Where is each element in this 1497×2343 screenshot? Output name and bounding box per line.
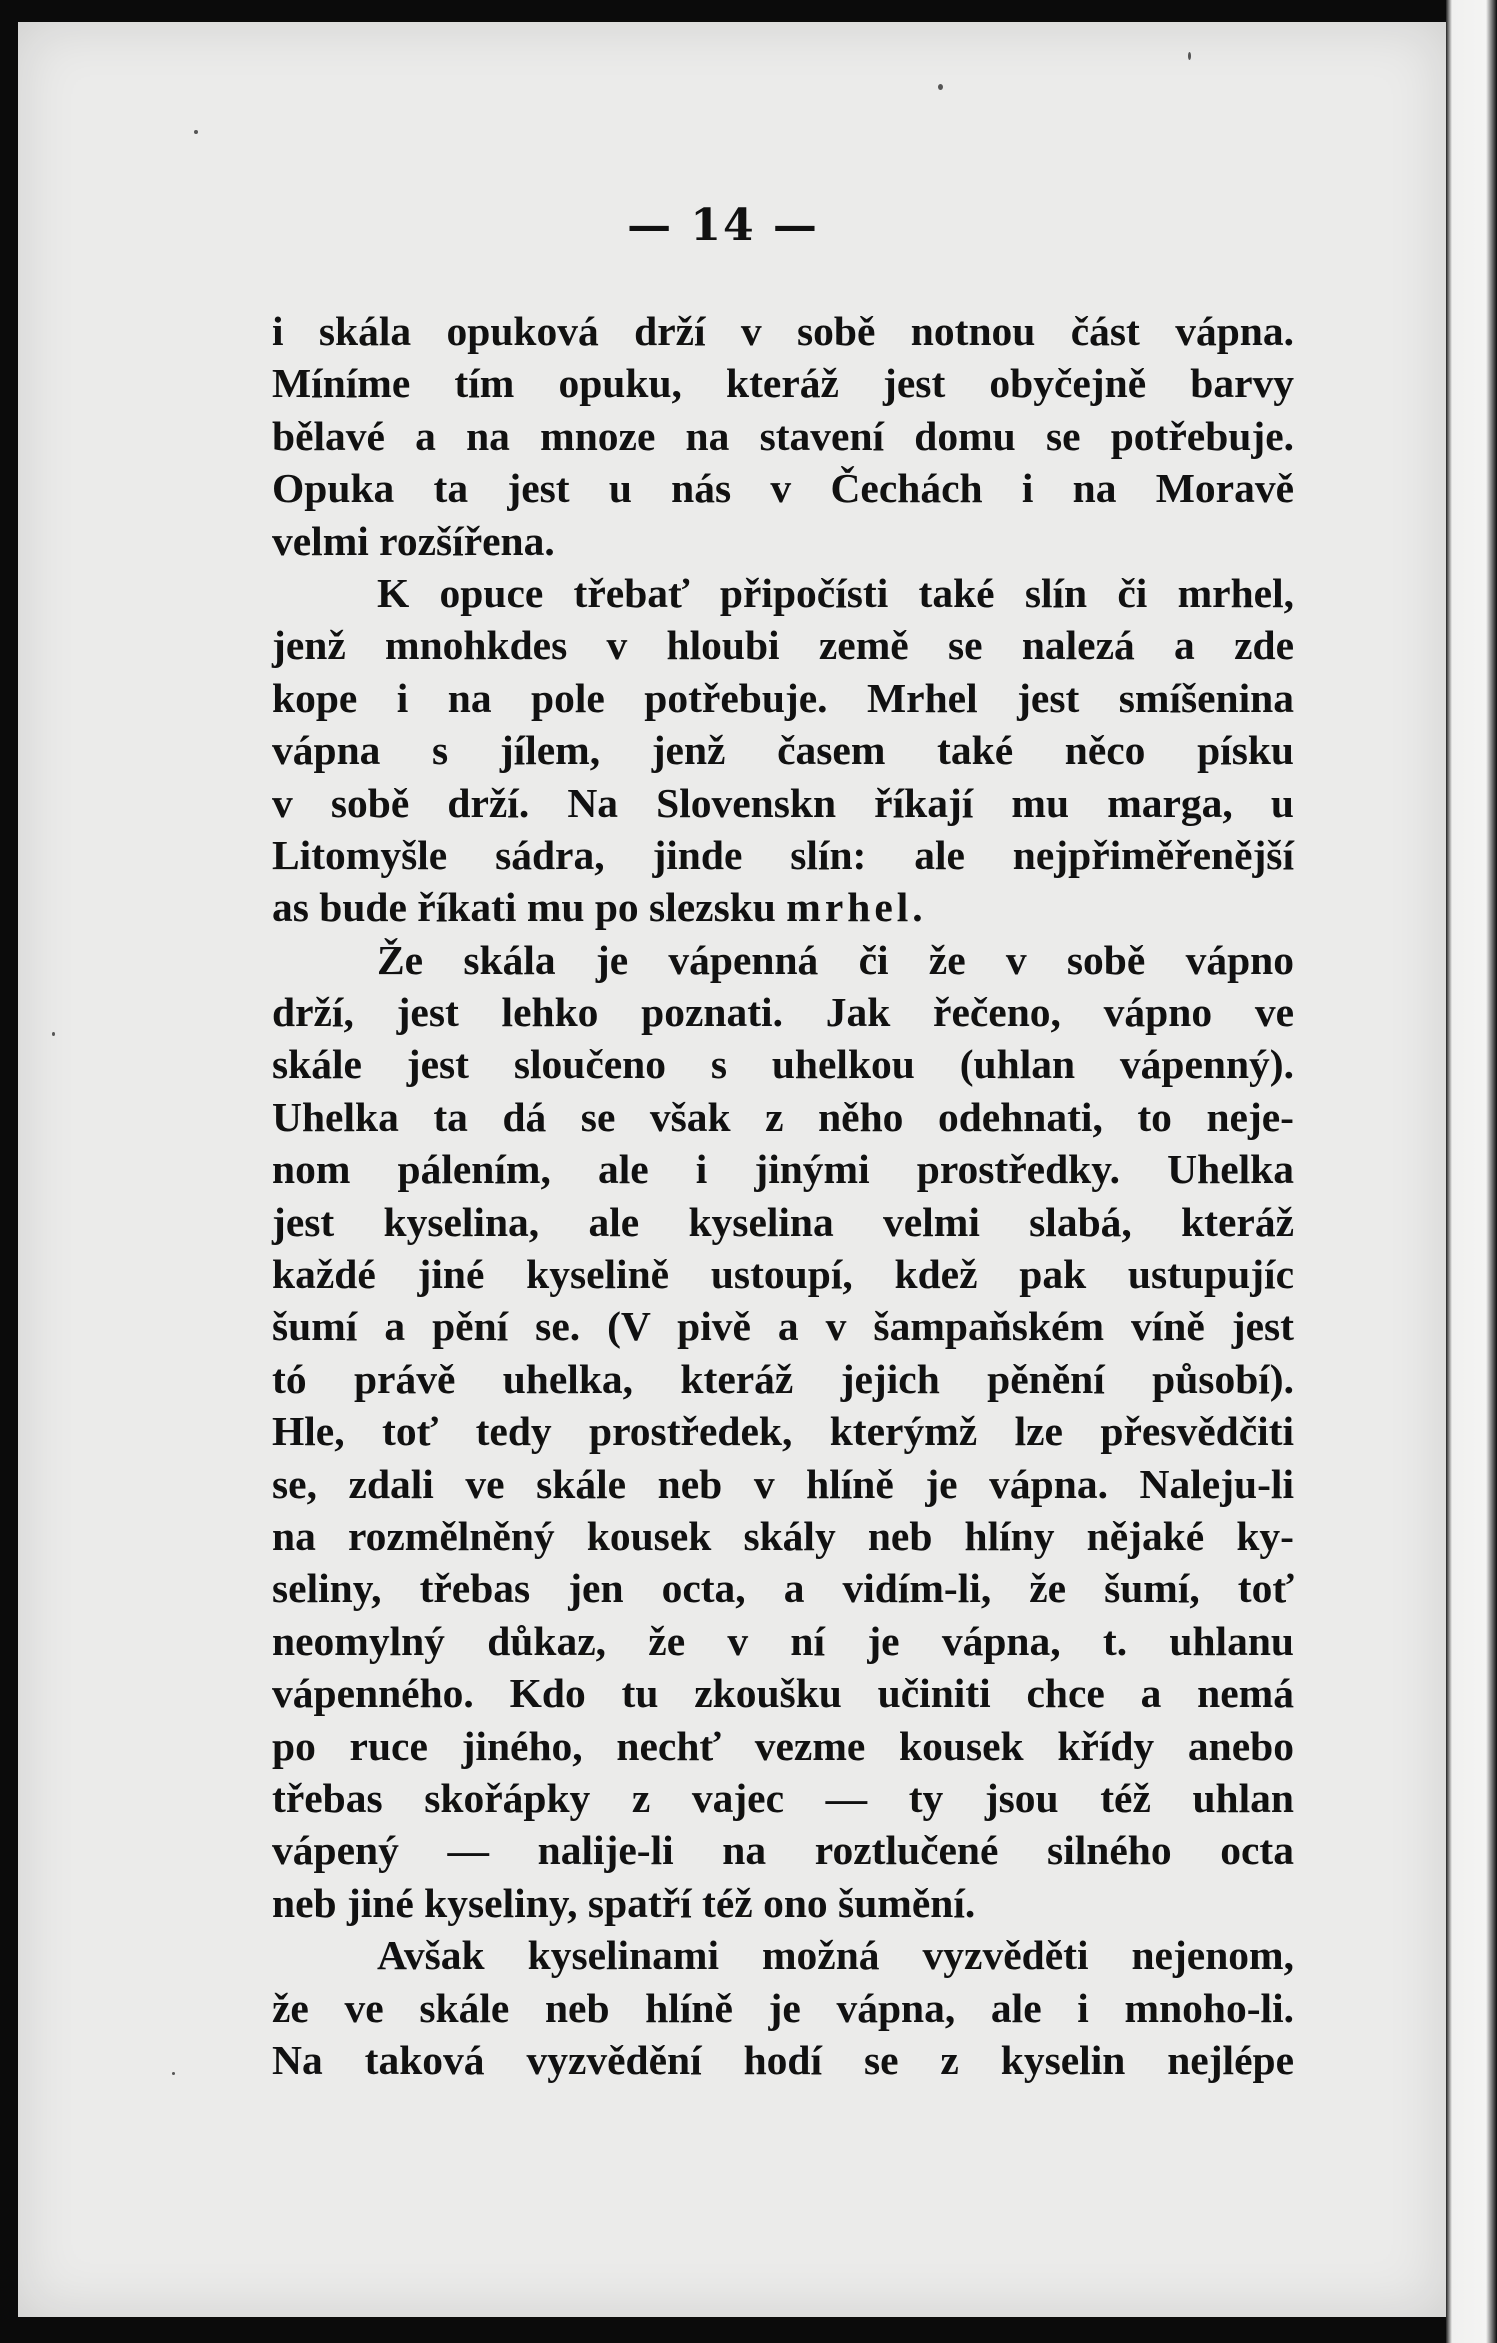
text-line: bělavé a na mnoze na stavení domu se potřebuje. — [272, 412, 1294, 459]
text-line: jenž mnohkdes v hloubi země se nalezá a zde — [272, 622, 1294, 669]
text-line: Litomyšle sádra, jinde slín: ale nejpřiměřenější — [272, 831, 1294, 878]
text-line: kope i na pole potřebuje. Mrhel jest smíšenina — [272, 674, 1294, 721]
text-line: že ve skále neb hlíně je vápna, ale i mnoho-li. — [272, 1984, 1294, 2031]
text-line: třebas skořápky z vajec — ty jsou též uhlan — [272, 1774, 1294, 1821]
text-line: Avšak kyselinami možná vyzvěděti nejenom, — [377, 1932, 1294, 1979]
text-line: jest kyselina, ale kyselina velmi slabá, kteráž — [272, 1198, 1294, 1245]
text-line: se, zdali ve skále neb v hlíně je vápna. Naleju-li — [272, 1460, 1294, 1507]
text-line: šumí a pění se. (V pivě a v šampaňském víně jest — [272, 1303, 1294, 1350]
text-line: as bude říkati mu po slezsku mrhel. — [272, 884, 927, 931]
text-line: skále jest sloučeno s uhelkou (uhlan vápenný). — [272, 1041, 1294, 1088]
print-speck — [938, 84, 943, 90]
page-number: — 14 — — [627, 200, 819, 251]
text-line: vápenného. Kdo tu zkoušku učiniti chce a nemá — [272, 1670, 1294, 1717]
text-line: neb jiné kyseliny, spatří též ono šumění. — [272, 1879, 976, 1926]
text-line: Míníme tím opuku, kteráž jest obyčejně barvy — [272, 360, 1294, 407]
text-line: Hle, toť tedy prostředek, kterýmž lze přesvědčiti — [272, 1408, 1294, 1455]
text-line: tó právě uhelka, kteráž jejich pěnění působí). — [272, 1355, 1294, 1402]
text-line: v sobě drží. Na Slovenskn říkají mu marga, u — [272, 779, 1294, 826]
print-speck — [194, 130, 198, 134]
text-line: velmi rozšířena. — [272, 517, 555, 564]
text-line: i skála opuková drží v sobě notnou část vápna. — [272, 308, 1294, 354]
text-line: každé jiné kyselině ustoupí, kdež pak ustupujíc — [272, 1251, 1294, 1298]
adjacent-page-edge — [1446, 0, 1497, 2343]
text-line: vápna s jílem, jenž časem také něco písku — [272, 727, 1294, 774]
print-speck — [1188, 52, 1191, 60]
text-line: seliny, třebas jen octa, a vidím-li, že šumí, toť — [272, 1565, 1294, 1612]
print-speck — [52, 1032, 55, 1036]
text-line: K opuce třebať připočísti také slín či mrhel, — [377, 569, 1294, 616]
text-line: Že skála je vápenná či že v sobě vápno — [377, 936, 1294, 983]
text-line: neomylný důkaz, že v ní je vápna, t. uhlanu — [272, 1617, 1294, 1664]
text-line: drží, jest lehko poznati. Jak řečeno, vápno ve — [272, 989, 1294, 1036]
body-text — [272, 305, 1294, 2086]
print-speck — [172, 2072, 175, 2075]
text-line: na rozmělněný kousek skály neb hlíny nějaké ky- — [272, 1512, 1294, 1559]
text-line: po ruce jiného, nechť vezme kousek křídy anebo — [272, 1722, 1294, 1769]
text-line: nom pálením, ale i jinými prostředky. Uhelka — [272, 1146, 1294, 1193]
text-line: Uhelka ta dá se však z něho odehnati, to neje- — [272, 1093, 1294, 1140]
text-line: Na taková vyzvědění hodí se z kyselin nejlépe — [272, 2036, 1294, 2083]
text-line: vápený — nalije-li na roztlučené silného octa — [272, 1827, 1294, 1874]
text-line: Opuka ta jest u nás v Čechách i na Moravě — [272, 465, 1294, 512]
emphasized-word: mrhel. — [786, 884, 927, 931]
